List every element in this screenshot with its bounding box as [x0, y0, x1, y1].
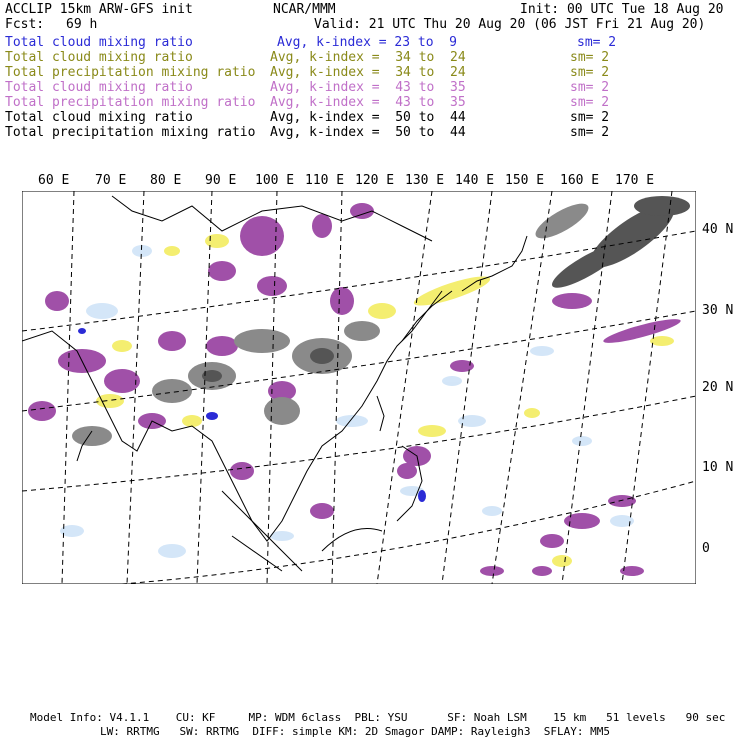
valid-time: Valid: 21 UTC Thu 20 Aug 20 (06 JST Fri 21 Aug 20): [314, 17, 706, 32]
legend-k-index: Avg, k-index = 23 to 9: [277, 35, 458, 50]
legend-smoothing: sm= 2: [570, 110, 610, 125]
lon-label: 80 E: [150, 173, 182, 188]
lat-label: 10 N: [702, 460, 734, 475]
org-label: NCAR/MMM: [273, 2, 336, 17]
lon-label: 70 E: [95, 173, 127, 188]
legend-smoothing: sm= 2: [570, 50, 610, 65]
lon-label: 120 E: [355, 173, 395, 188]
forecast-map: [22, 191, 696, 584]
lon-label: 130 E: [405, 173, 445, 188]
lon-label: 100 E: [255, 173, 295, 188]
model-title: ACCLIP 15km ARW-GFS init: [5, 2, 193, 17]
legend-smoothing: sm= 2: [577, 35, 617, 50]
lat-label: 0: [702, 541, 710, 556]
lat-label: 20 N: [702, 380, 734, 395]
init-time: Init: 00 UTC Tue 18 Aug 20: [520, 2, 724, 17]
fcst-label: Fcst:: [5, 17, 45, 32]
legend-k-index: Avg, k-index = 50 to 44: [270, 110, 466, 125]
legend-field-name: Total precipitation mixing ratio: [5, 125, 256, 140]
legend-k-index: Avg, k-index = 34 to 24: [270, 65, 466, 80]
legend-k-index: Avg, k-index = 34 to 24: [270, 50, 466, 65]
legend-smoothing: sm= 2: [570, 95, 610, 110]
lon-label: 110 E: [305, 173, 345, 188]
legend-field-name: Total cloud mixing ratio: [5, 35, 193, 50]
lon-label: 160 E: [560, 173, 600, 188]
fcst-value: 69 h: [66, 17, 98, 32]
legend-k-index: Avg, k-index = 43 to 35: [270, 80, 466, 95]
lon-label: 140 E: [455, 173, 495, 188]
legend-field-name: Total precipitation mixing ratio: [5, 95, 256, 110]
legend-smoothing: sm= 2: [570, 80, 610, 95]
lon-label: 170 E: [615, 173, 655, 188]
lon-label: 150 E: [505, 173, 545, 188]
legend-k-index: Avg, k-index = 43 to 35: [270, 95, 466, 110]
legend-k-index: Avg, k-index = 50 to 44: [270, 125, 466, 140]
model-info-line1: Model Info: V4.1.1 CU: KF MP: WDM 6class PBL: YSU SF: Noah LSM 15 km 51 levels 90 sec: [30, 711, 726, 724]
legend-smoothing: sm= 2: [570, 125, 610, 140]
lon-label: 60 E: [38, 173, 70, 188]
legend-smoothing: sm= 2: [570, 65, 610, 80]
legend-field-name: Total cloud mixing ratio: [5, 110, 193, 125]
lon-label: 90 E: [205, 173, 237, 188]
model-info-line2: LW: RRTMG SW: RRTMG DIFF: simple KM: 2D Smagor DAMP: Rayleigh3 SFLAY: MM5: [100, 725, 610, 738]
legend-field-name: Total cloud mixing ratio: [5, 50, 193, 65]
lat-label: 30 N: [702, 303, 734, 318]
legend-field-name: Total cloud mixing ratio: [5, 80, 193, 95]
legend-field-name: Total precipitation mixing ratio: [5, 65, 256, 80]
lat-label: 40 N: [702, 222, 734, 237]
